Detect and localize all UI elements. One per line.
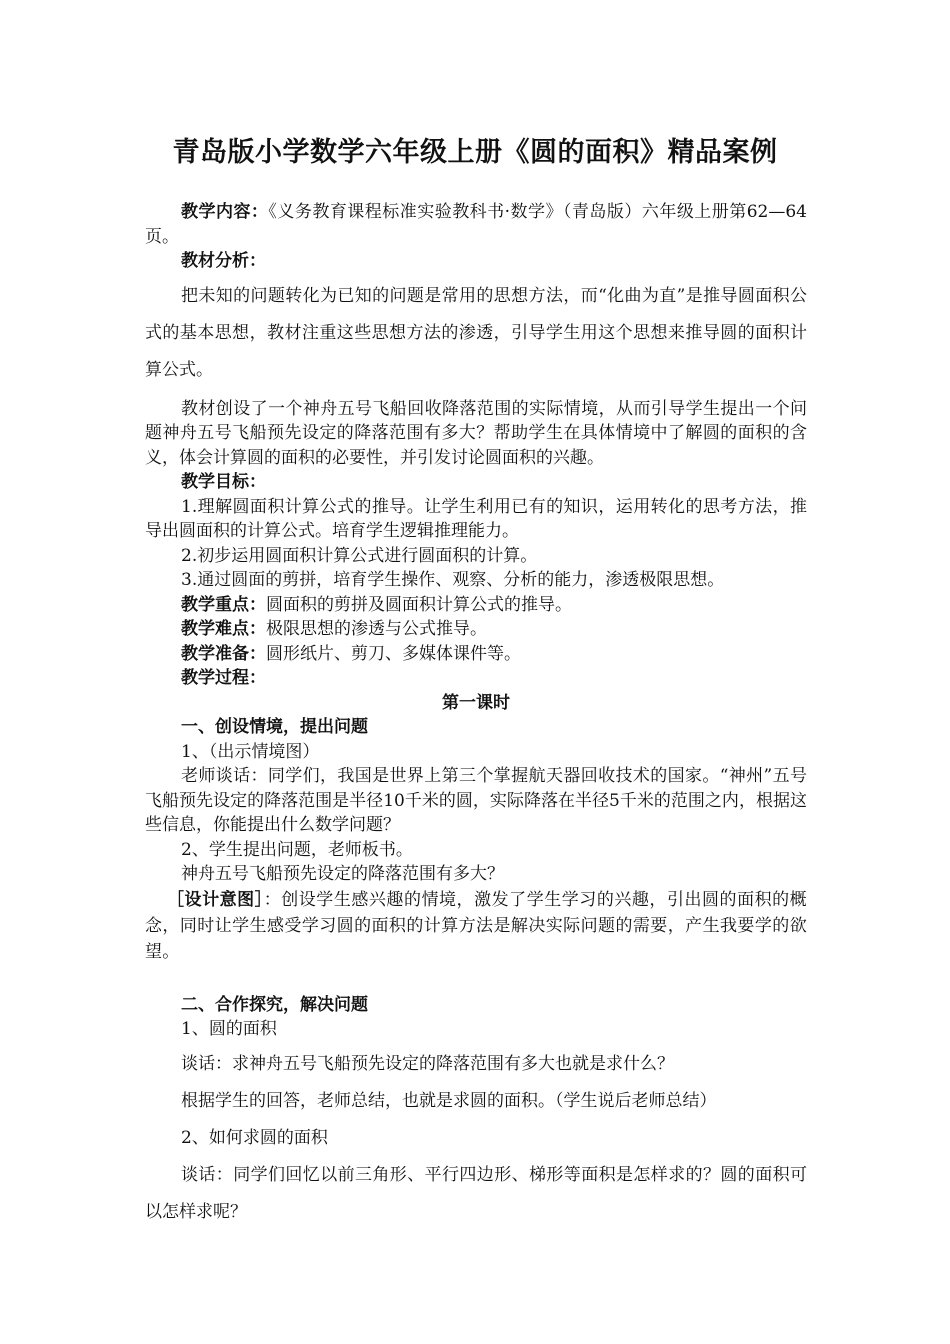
section-two-item-2: 2、如何求圆的面积: [181, 1127, 328, 1148]
lesson-one-heading: 第一课时: [442, 692, 510, 713]
goal-3: 3.通过圆面的剪拼，培育学生操作、观察、分析的能力，渗透极限思想。: [181, 570, 725, 590]
section-two-heading: 二、合作探究，解决问题: [181, 994, 368, 1015]
section-one-heading: 一、创设情境，提出问题: [181, 717, 368, 737]
preparation: [145, 642, 807, 667]
preparation-text: 圆形纸片、剪刀、多媒体课件等。: [266, 643, 521, 664]
design-intent-text: ：创设学生感兴趣的情境，激发了学生学习的兴趣，引出圆的面积的概念，同时让学生感受学习圆的面积的计算方法是解决实际问题的需要，产生我要学的欲望。: [145, 889, 807, 962]
key-point-label: 教学重点：: [181, 594, 266, 615]
document-title: 青岛版小学数学六年级上册《圆的面积》精品案例: [172, 137, 778, 168]
board-question: 神舟五号飞船预先设定的降落范围有多大？: [181, 864, 504, 884]
material-analysis-label: 教材分析：: [181, 251, 266, 271]
key-point: [145, 593, 807, 618]
teacher-talk: 老师谈话：同学们，我国是世界上第三个掌握航天器回收技术的国家。“神州”五号飞船预先设定的降落范围是半径10千米的圆，实际降落在半径5千米的范围之内，根据这些信息，你能提出什么数学问题？: [145, 766, 807, 835]
difficulty-text: 极限思想的渗透与公式推导。: [266, 619, 487, 639]
analysis-paragraph-2: 教材创设了一个神舟五号飞船回收降落范围的实际情境，从而引导学生提出一个问题神舟五号飞船预先设定的降落范围有多大？帮助学生在具体情境中了解圆的面积的含义，体会计算圆的面积的必要性，并引发讨论圆面积的兴趣。: [145, 398, 807, 468]
difficulty-point: [145, 617, 807, 642]
design-intent: [145, 887, 807, 965]
teaching-goals-label: 教学目标：: [181, 472, 266, 492]
section-two-item-1: 1、圆的面积: [181, 1019, 277, 1039]
teaching-process-label: 教学过程：: [181, 668, 266, 688]
difficulty-label: 教学难点：: [181, 619, 266, 639]
section-two-summary: 根据学生的回答，老师总结，也就是求圆的面积。（学生说后老师总结）: [181, 1090, 717, 1111]
teaching-content: [145, 200, 807, 249]
design-intent-label: ［设计意图］: [167, 889, 264, 910]
analysis-paragraph-1: 把未知的问题转化为已知的问题是常用的思想方法，而“化曲为直”是推导圆面积公式的基本思想，教材注重这些思想方法的渗透，引导学生用这个思想来推导圆的面积计算公式。: [145, 285, 807, 380]
goal-2: 2.初步运用圆面积计算公式进行圆面积的计算。: [181, 545, 538, 566]
goal-1: 1.理解圆面积计算公式的推导。让学生利用已有的知识，运用转化的思考方法，推导出圆面积的计算公式。培育学生逻辑推理能力。: [145, 496, 807, 541]
teaching-content-label: 教学内容：: [181, 202, 269, 222]
section-two-talk-2: 谈话：同学们回忆以前三角形、平行四边形、梯形等面积是怎样求的？圆的面积可以怎样求呢？: [145, 1164, 807, 1222]
section-one-item-2: 2、学生提出问题，老师板书。: [181, 839, 413, 860]
document-body: [145, 200, 807, 1231]
section-one-item-1: 1、（出示情境图）: [181, 741, 320, 762]
section-two-talk-1: 谈话：求神舟五号飞船预先设定的降落范围有多大也就是求什么？: [181, 1053, 674, 1074]
teaching-content-text: 《义务教育课程标准实验教科书·数学》（青岛版）六年级上册第62—64页。: [145, 202, 807, 247]
key-point-text: 圆面积的剪拼及圆面积计算公式的推导。: [266, 594, 572, 615]
preparation-label: 教学准备：: [181, 643, 266, 664]
